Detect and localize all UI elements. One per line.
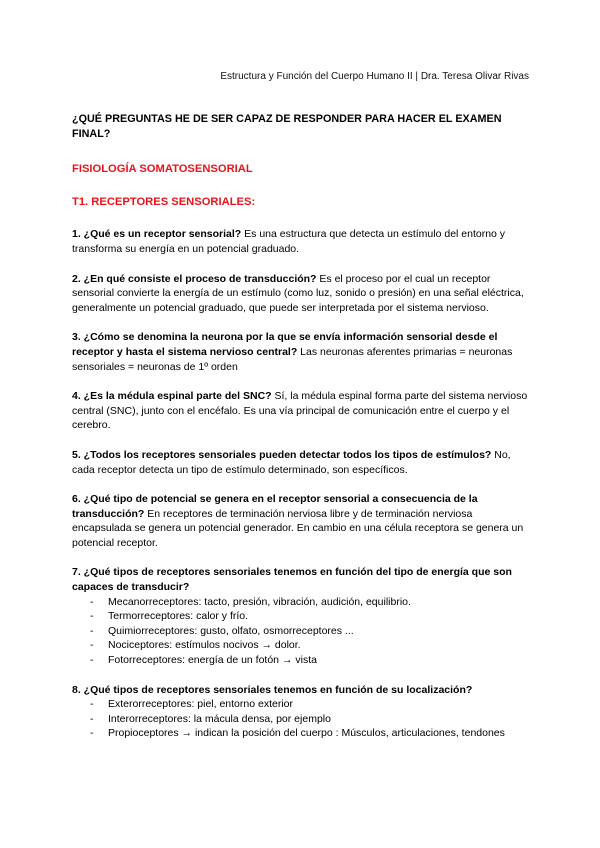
location-receptor-list (72, 697, 528, 741)
list-item (72, 595, 528, 610)
answer-1: Es una estructura que detecta un estímulo del entorno y transforma su energía en un potencial graduado. (72, 228, 506, 255)
qa-item-3 (72, 330, 528, 374)
question-8: 8. ¿Qué tipos de receptores sensoriales tenemos en función de su localización? (72, 683, 473, 696)
list-dash: - (90, 610, 94, 623)
list-item-text: Exterorreceptores: piel, entorno exterior (108, 698, 294, 711)
list-item (72, 624, 528, 639)
list-dash: - (90, 712, 94, 725)
question-1: 1. ¿Qué es un receptor sensorial? (72, 228, 242, 241)
qa-item-6 (72, 492, 528, 550)
page-header: Estructura y Función del Cuerpo Humano II | Dra. Teresa Olivar Rivas (220, 71, 529, 82)
question-2: 2. ¿En qué consiste el proceso de transducción? (72, 272, 317, 285)
question-5: 5. ¿Todos los receptores sensoriales pueden detectar todos los tipos de estímulos? (72, 448, 492, 461)
qa-item-7 (72, 565, 528, 667)
list-dash: - (90, 639, 94, 652)
qa-item-2 (72, 272, 528, 316)
document-content (72, 112, 528, 756)
list-dash: - (90, 624, 94, 637)
qa-item-5 (72, 448, 528, 477)
list-item-text: Termorreceptores: calor y frío. (108, 610, 249, 623)
list-dash: - (90, 654, 94, 667)
list-item (72, 697, 528, 712)
answer-6: En receptores de terminación nerviosa libre y de terminación nerviosa encapsulada se genera un potencial generador. En cambio en una célula receptora se genera un potencial receptor. (72, 507, 524, 549)
list-item-text: Mecanorreceptores: tacto, presión, vibración, audición, equilibrio. (108, 595, 411, 608)
section-title: FISIOLOGÍA SOMATOSENSORIAL (72, 163, 253, 176)
list-dash: - (90, 698, 94, 711)
list-item-text: Interorreceptores: la mácula densa, por ejemplo (108, 712, 331, 725)
list-item-text: Fotorreceptores: energía de un fotón → vista (108, 654, 317, 667)
question-7: 7. ¿Qué tipos de receptores sensoriales tenemos en función del tipo de energía que son capaces de transducir? (72, 566, 512, 594)
list-dash: - (90, 595, 94, 608)
unit-title: T1. RECEPTORES SENSORIALES: (72, 195, 256, 208)
answer-5: No, cada receptor detecta un tipo de estímulo determinado, son específicos. (72, 448, 511, 476)
question-4: 4. ¿Es la médula espinal parte del SNC? (72, 390, 272, 403)
list-item-text: Propioceptores → indican la posición del cuerpo : Músculos, articulaciones, tendones (108, 727, 505, 740)
question-3: 3. ¿Cómo se denomina la neurona por la que se envía información sensorial desde el receptor y hasta el sistema nervioso central? (72, 331, 498, 358)
list-item-text: Quimiorreceptores: gusto, olfato, osmorreceptores ... (108, 624, 354, 637)
answer-4: Sí, la médula espinal forma parte del sistema nervioso central (SNC), junto con el encéfalo. Es una vía principal de comunicación entre el cuerpo y el cerebro. (72, 390, 528, 432)
main-title: ¿QUÉ PREGUNTAS HE DE SER CAPAZ DE RESPONDER PARA HACER EL EXAMEN FINAL? (72, 113, 502, 140)
list-item (72, 712, 528, 727)
question-6: 6. ¿Qué tipo de potencial se genera en el receptor sensorial a consecuencia de la transducción? (72, 493, 478, 520)
list-item (72, 726, 528, 741)
energy-receptor-list (72, 595, 528, 668)
list-item (72, 638, 528, 653)
list-item-text: Nociceptores: estímulos nocivos → dolor. (108, 639, 301, 652)
qa-item-4 (72, 389, 528, 433)
qa-item-1 (72, 227, 528, 256)
list-item (72, 609, 528, 624)
list-item (72, 653, 528, 668)
answer-2: Es el proceso por el cual un receptor sensorial convierte la energía de un estímulo (como luz, sonido o presión) en una señal eléctrica, generalmente un potencial graduado, que puede ser interpretada por el sistema nervioso. (72, 272, 524, 314)
answer-3: Las neuronas aferentes primarias = neuronas sensoriales = neuronas de 1º orden (72, 345, 513, 373)
qa-item-8 (72, 683, 528, 741)
list-dash: - (90, 727, 94, 740)
